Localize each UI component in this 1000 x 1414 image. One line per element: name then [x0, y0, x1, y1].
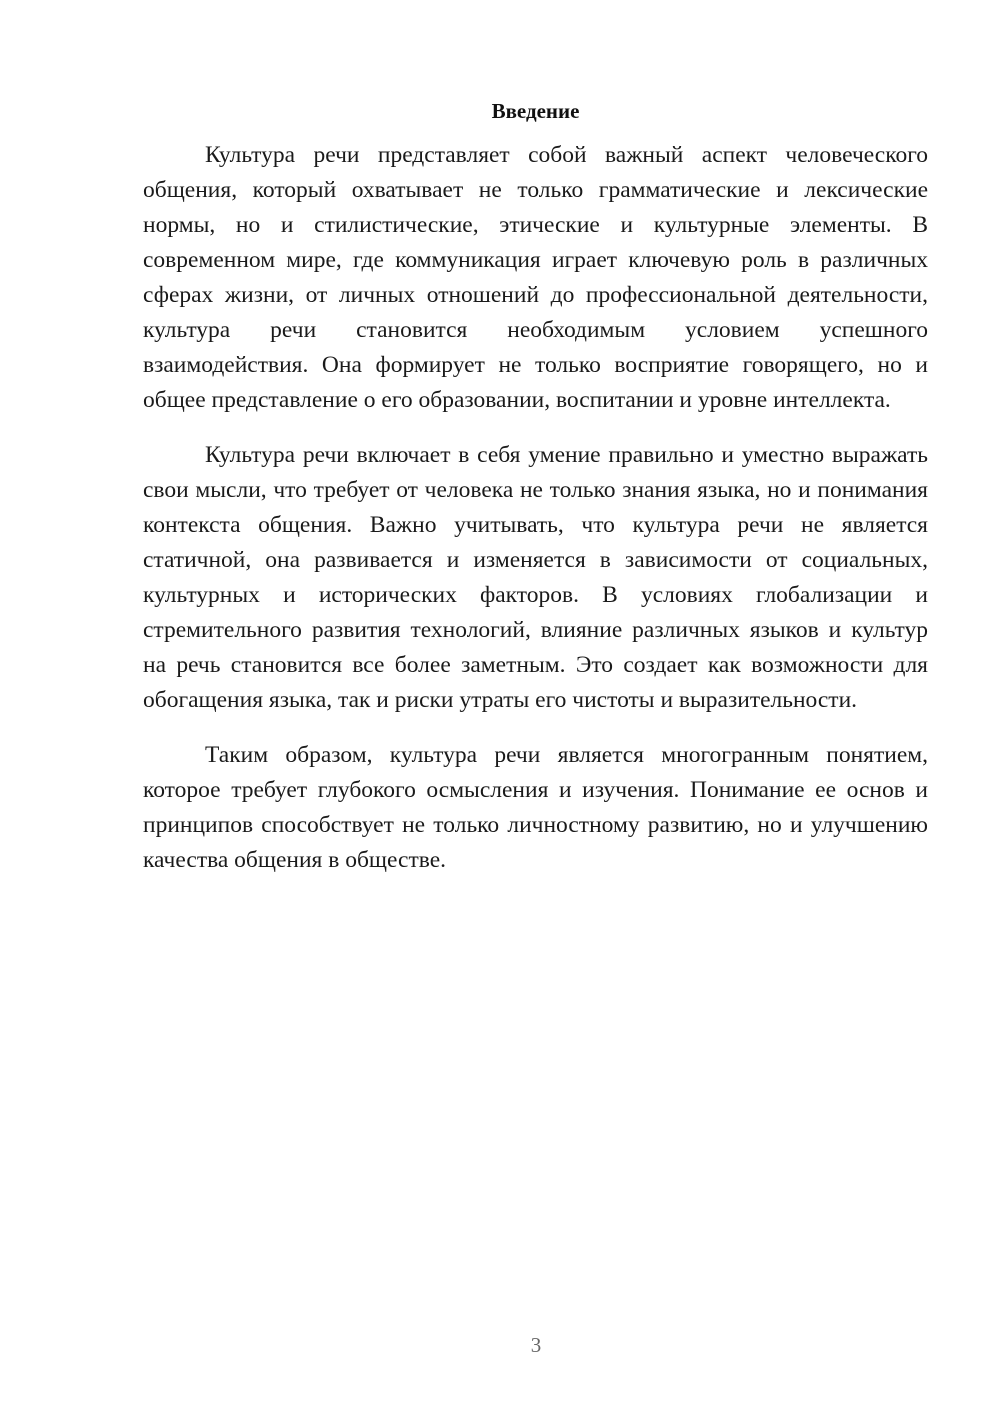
page-content [143, 96, 928, 898]
paragraph-1: Культура речи представляет собой важный аспект человеческого общения, который охватывает не только грамматические и лексические нормы, но и стилистические, этические и культурные элементы. В современном мире, где коммуникация играет ключевую роль в различных сферах жизни, от личных отношений до профессиональной деятельности, культура речи становится необходимым условием успешного взаимодействия. Она формирует не только восприятие говорящего, но и общее представление о его образовании, воспитании и уровне интеллекта. [143, 142, 928, 413]
paragraph-3: Таким образом, культура речи является многогранным понятием, которое требует глубокого осмысления и изучения. Понимание ее основ и принципов способствует не только личностному развитию, но и улучшению качества общения в обществе. [143, 742, 928, 873]
page-number: 3 [530, 1333, 542, 1357]
paragraph-2: Культура речи включает в себя умение правильно и уместно выражать свои мысли, что требует от человека не только знания языка, но и понимания контекста общения. Важно учитывать, что культура речи не является статичной, она развивается и изменяется в зависимости от социальных, культурных и исторических факторов. В условиях глобализации и стремительного развития технологий, влияние различных языков и культур на речь становится все более заметным. Это создает как возможности для обогащения языка, так и риски утраты его чистоты и выразительности. [143, 442, 928, 713]
section-heading: Введение [491, 99, 580, 123]
